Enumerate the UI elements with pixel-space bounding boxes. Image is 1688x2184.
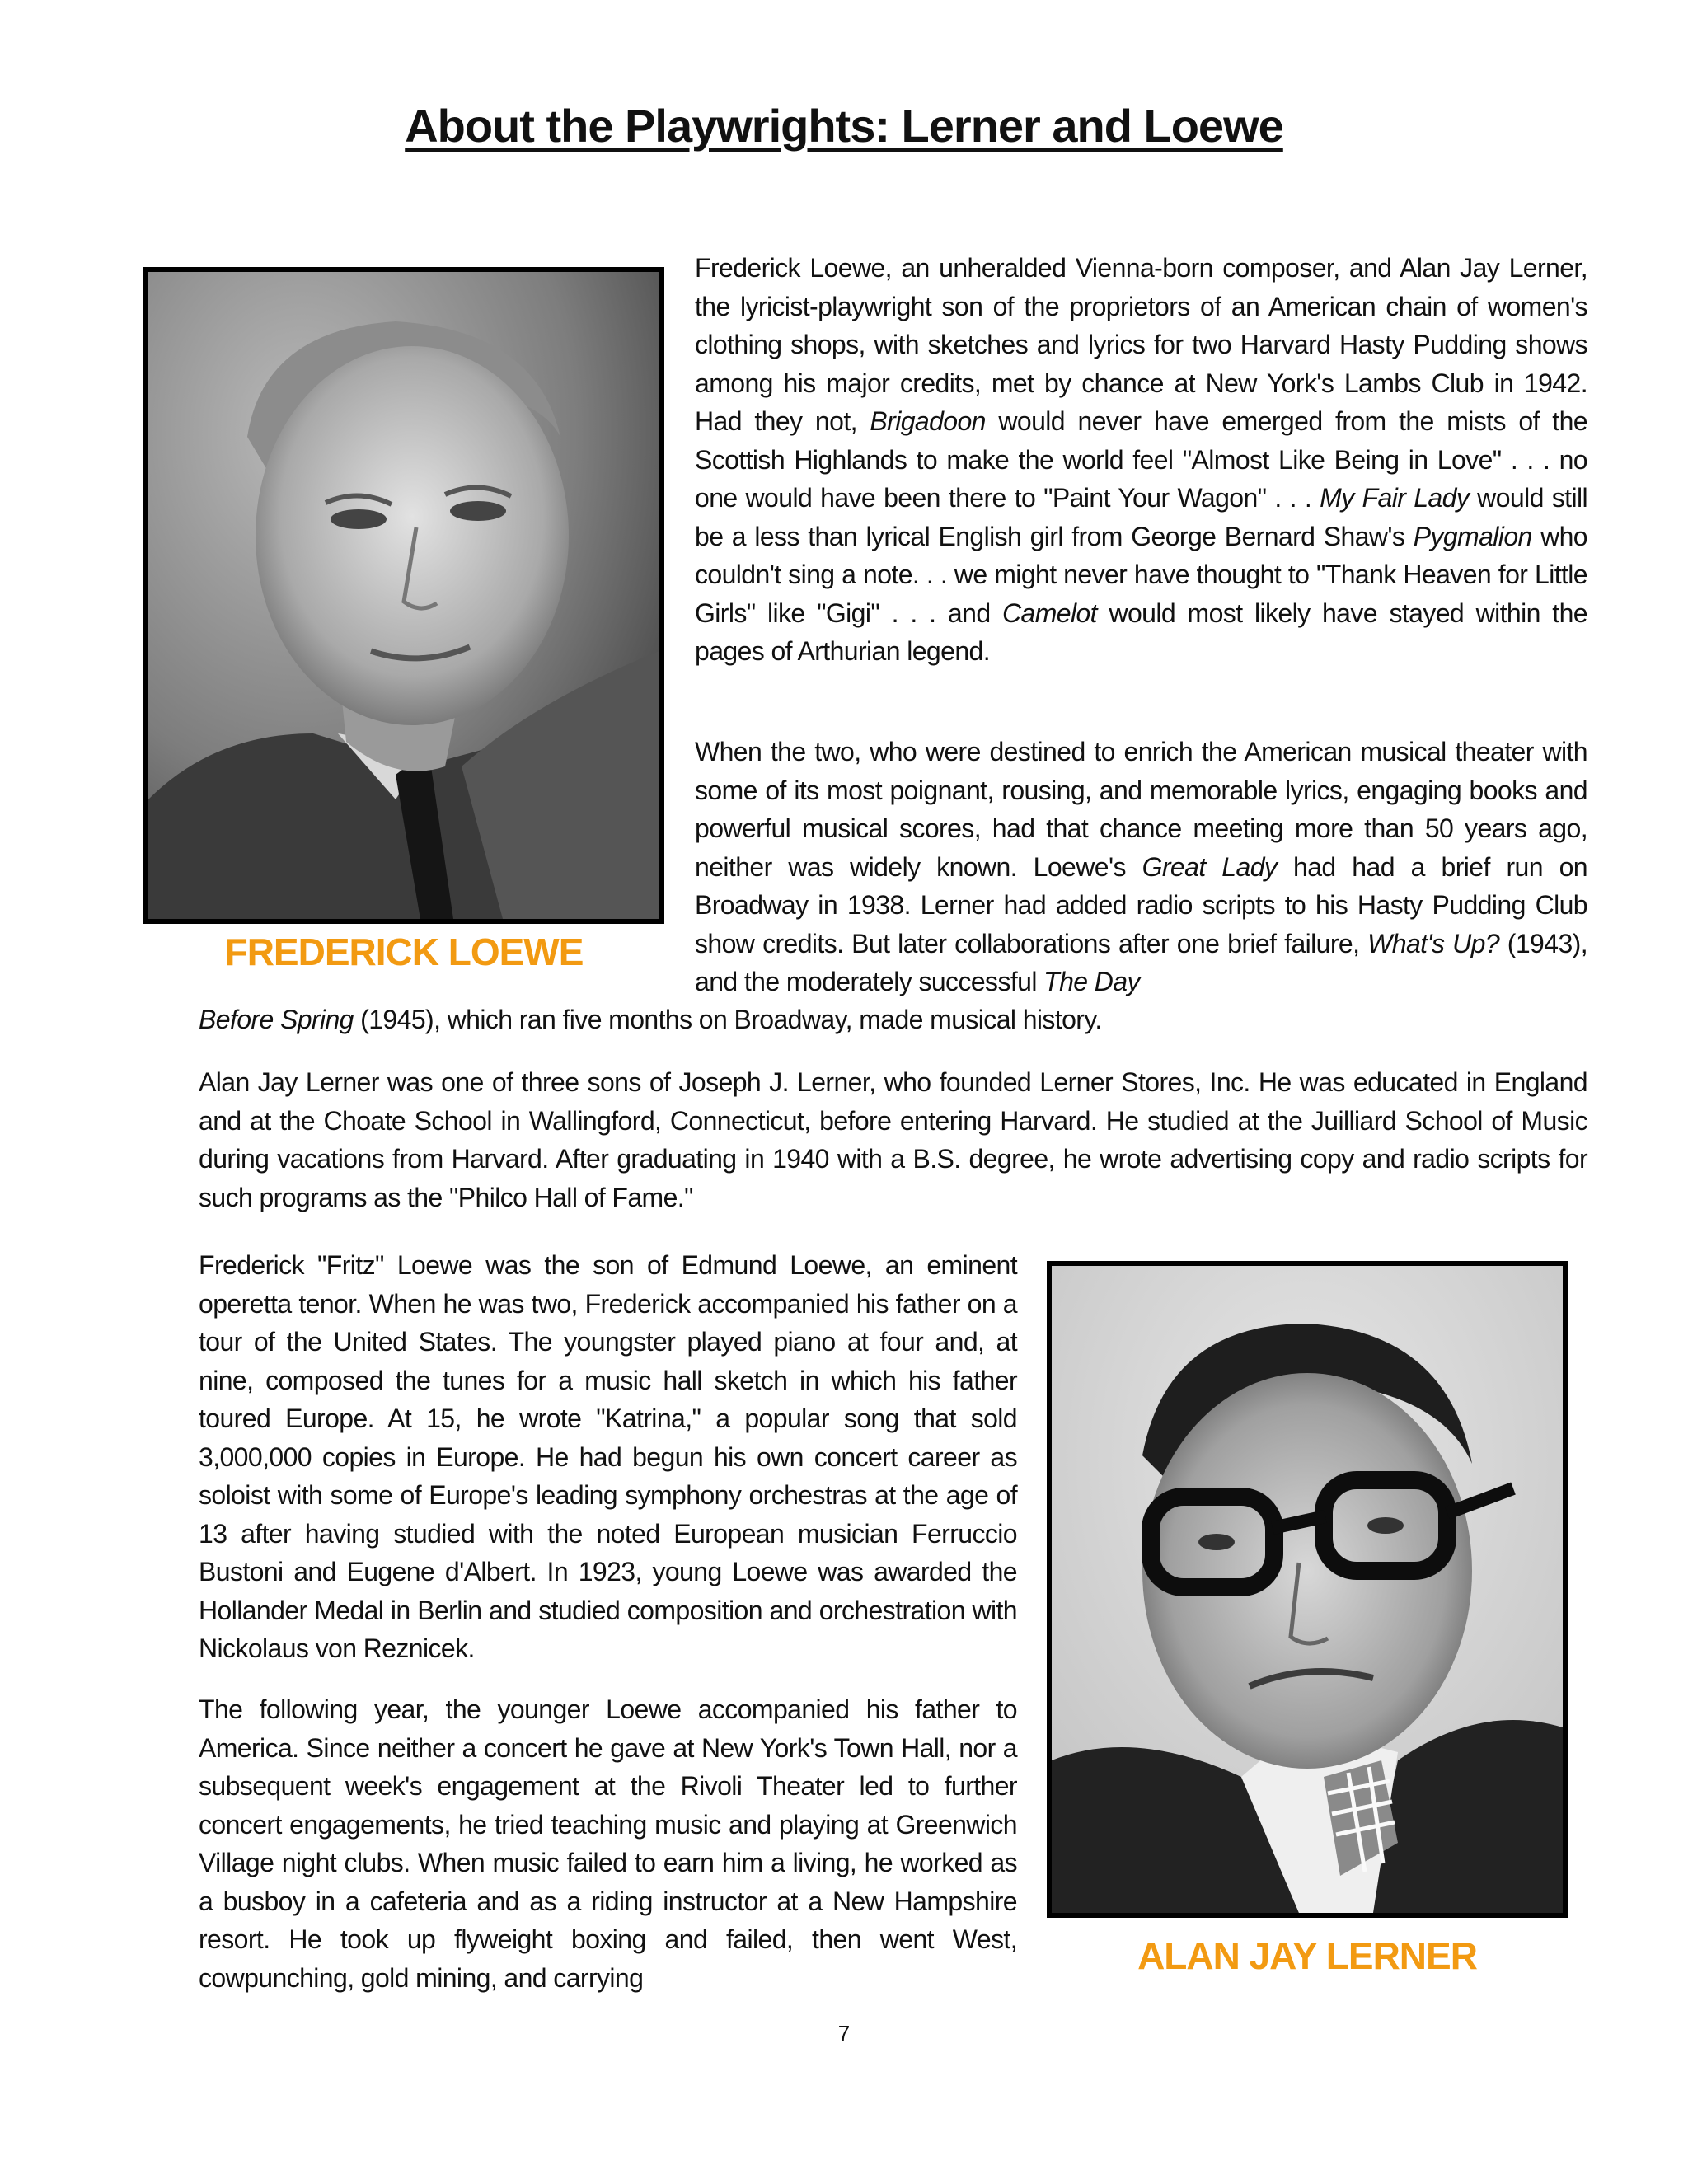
title-brigadoon: Brigadoon [870, 406, 986, 436]
paragraph-meeting-continued: Before Spring (1945), which ran five months on Broadway, made musical history. [199, 1005, 1102, 1034]
page-title: About the Playwrights: Lerner and Loewe [405, 100, 1283, 152]
paragraph-lerner-bio: Alan Jay Lerner was one of three sons of Joseph J. Lerner, who founded Lerner Stores, Inc. He was educated in England and at the Choate School in Wallingford, Connecticut, before entering Harvard. He studied at the Juilliard School of Music during vacations from Harvard. After graduating in 1940 with a B.S. degree, he wrote advertising copy and radio scripts for such programs as the "Philco Hall of Fame." [199, 1067, 1587, 1212]
title-my-fair-lady: My Fair Lady [1320, 483, 1470, 513]
title-the-day: The Day [1043, 967, 1140, 996]
title-great-lady: Great Lady [1142, 851, 1278, 882]
title-pygmalion: Pygmalion [1413, 521, 1532, 551]
paragraph-loewe-america: The following year, the younger Loewe accompanied his father to America. Since neither a concert he gave at New York's Town Hall, nor a subsequent week's engagement at the Rivoli Theater led to further concert engagements, he tried teaching music and playing at Greenwich Village night clubs. When music failed to earn him a living, he worked as a busboy in a cafeteria and as a riding instructor at a New Hampshire resort. He took up flyweight boxing and failed, then went West, cowpunching, gold mining, and carrying [199, 1694, 1017, 1993]
paragraph-intro: Frederick Loewe, an unheralded Vienna-born composer, and Alan Jay Lerner, the lyricist-playwright son of the proprietors of an American chain of women's clothing shops, with sketches and lyrics for two Harvard Hasty Pudding shows among his major credits, met by chance at New York's Lambs Club in 1942. Had they not, Brigadoon would never have emerged from the mists of the Scottish Highlands to make the world feel "Almost Like Being in Love" . . . no one would have been there to "Paint Your Wagon" . . . My Fair Lady would still be a less than lyrical English girl from George Bernard Shaw's Pygmalion who couldn't sing a note. . . we might never have thought to "Thank Heaven for Little Girls" like "Gigi" . . . and Camelot would most likely have stayed within the pages of Arthurian legend. [695, 253, 1588, 666]
paragraph-meeting: When the two, who were destined to enrich the American musical theater with some of its most poignant, rousing, and memorable lyrics, engaging books and powerful musical scores, had that chance meeting more than 50 years ago, neither was widely known. Loewe's Great Lady had had a brief run on Broadway in 1938. Lerner had added radio scripts to his Hasty Pudding Club show credits. But later collaborations after one brief failure, What's Up? (1943), and the moderately successful The Day [695, 737, 1587, 996]
alan-jay-lerner-caption: ALAN JAY LERNER [1137, 1934, 1477, 1977]
paragraph-loewe-bio: Frederick "Fritz" Loewe was the son of Edmund Loewe, an eminent operetta tenor. When he was two, Frederick accompanied his father on a tour of the United States. The youngster played piano at four and, at nine, composed the tunes for a music hall sketch in which his father toured Europe. At 15, he wrote "Katrina," a popular song that sold 3,000,000 copies in Europe. He had begun his own concert career as soloist with some of Europe's leading symphony orchestras at the age of 13 after having studied with the noted European musician Ferruccio Bustoni and Eugene d'Albert. In 1923, young Loewe was awarded the Hollander Medal in Berlin and studied composition and orchestration with Nickolaus von Reznicek. [199, 1250, 1017, 1663]
title-camelot: Camelot [1002, 598, 1097, 628]
page-number: 7 [837, 2021, 851, 2046]
title-whats-up: What's Up? [1367, 928, 1500, 958]
frederick-loewe-photo [143, 267, 664, 924]
alan-jay-lerner-photo [1047, 1261, 1568, 1918]
title-before-spring: Before Spring [199, 1005, 354, 1034]
frederick-loewe-caption: FREDERICK LOEWE [224, 930, 584, 973]
